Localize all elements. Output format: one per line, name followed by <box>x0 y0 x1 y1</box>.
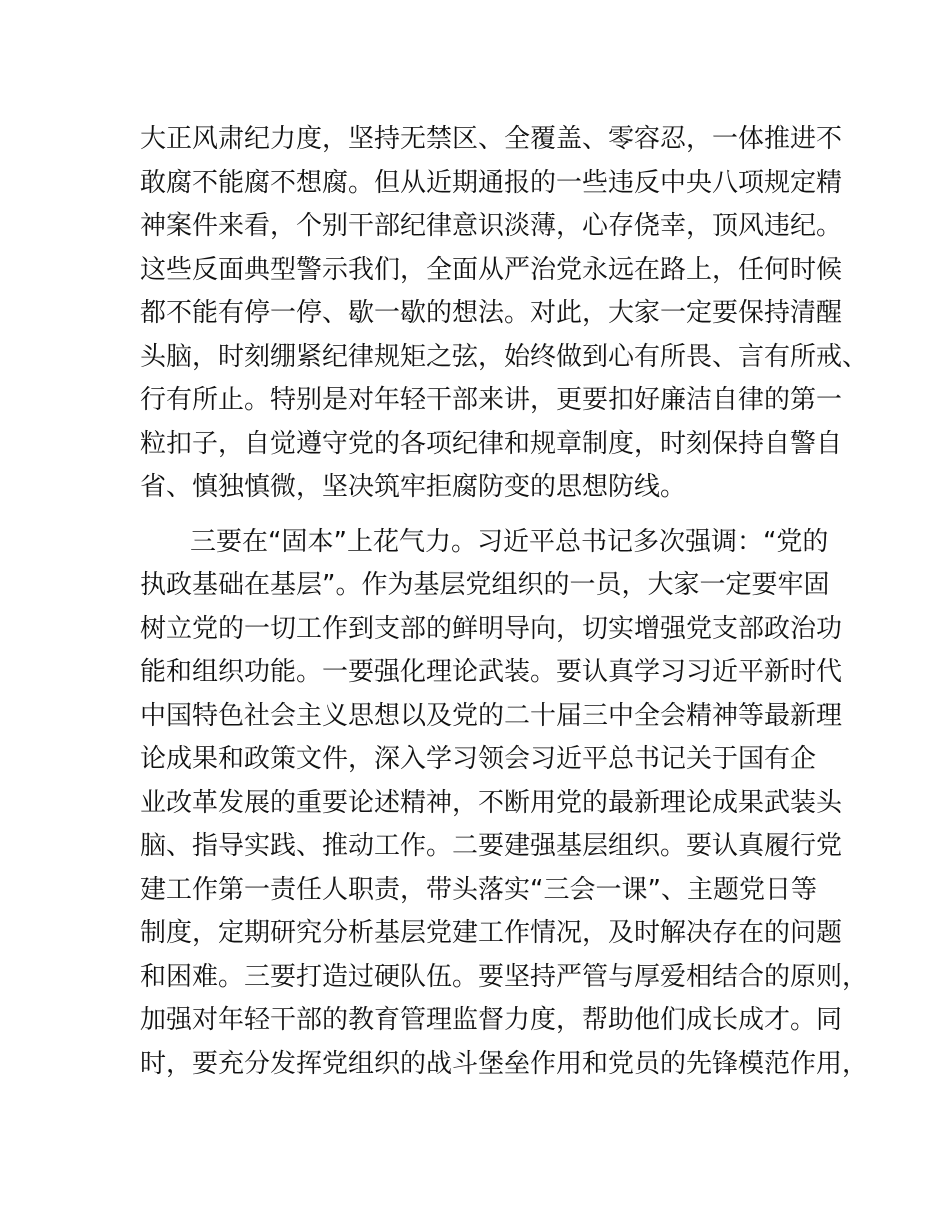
text-line: 这些反面典型警示我们，全面从严治党永远在路上，任何时候 <box>140 254 843 285</box>
text-line: 时，要充分发挥党组织的战斗堡垒作用和党员的先锋模范作用， <box>140 1048 869 1079</box>
text-line: 都不能有停一停、歇一歇的想法。对此，大家一定要保持清醒 <box>140 298 843 328</box>
paragraph-spacer <box>140 510 840 521</box>
text-line: 头脑，时刻绷紧纪律规矩之弦，始终做到心有所畏、言有所戒、 <box>140 341 869 372</box>
body-text <box>140 118 869 1086</box>
text-line: 中国特色社会主义思想以及党的二十届三中全会精神等最新理 <box>140 700 843 731</box>
text-line: 执政基础在基层”。作为基层党组织的一员，大家一定要牢固 <box>140 570 830 600</box>
text-line: 能和组织功能。一要强化理论武装。要认真学习习近平新时代 <box>140 657 843 687</box>
text-line: 建工作第一责任人职责，带头落实“三会一课”、主题党日等 <box>140 874 817 905</box>
text-line: 和困难。三要打造过硬队伍。要坚持严管与厚爱相结合的原则， <box>140 961 869 992</box>
text-line: 脑、指导实践、推动工作。二要建强基层组织。要认真履行党 <box>140 831 843 861</box>
text-line: 行有所止。特别是对年轻干部来讲，更要扣好廉洁自律的第一 <box>140 385 843 415</box>
text-line: 敢腐不能腐不想腐。但从近期通报的一些违反中央八项规定精 <box>140 167 843 198</box>
text-line: 论成果和政策文件，深入学习领会习近平总书记关于国有企 <box>140 744 817 774</box>
text-line: 大正风肃纪力度，坚持无禁区、全覆盖、零容忍，一体推进不 <box>140 124 843 154</box>
text-line: 制度，定期研究分析基层党建工作情况，及时解决存在的问题 <box>140 918 843 948</box>
text-line: 业改革发展的重要论述精神，不断用党的最新理论成果武装头 <box>140 787 843 818</box>
paragraph-1 <box>140 118 869 510</box>
text-line: 粒扣子，自觉遵守党的各项纪律和规章制度，时刻保持自警自 <box>140 428 843 459</box>
text-line: 加强对年轻干部的教育管理监督力度，帮助他们成长成才。同 <box>140 1005 843 1035</box>
text-line: 神案件来看，个别干部纪律意识淡薄，心存侥幸，顶风违纪。 <box>140 211 843 241</box>
paragraph-2 <box>140 521 869 1087</box>
text-line: 树立党的一切工作到支部的鲜明导向，切实增强党支部政治功 <box>140 613 843 644</box>
text-line: 省、慎独慎微，坚决筑牢拒腐防变的思想防线。 <box>140 472 687 502</box>
text-line: 三要在“固本”上花气力。习近平总书记多次强调：“党的 <box>190 526 829 557</box>
